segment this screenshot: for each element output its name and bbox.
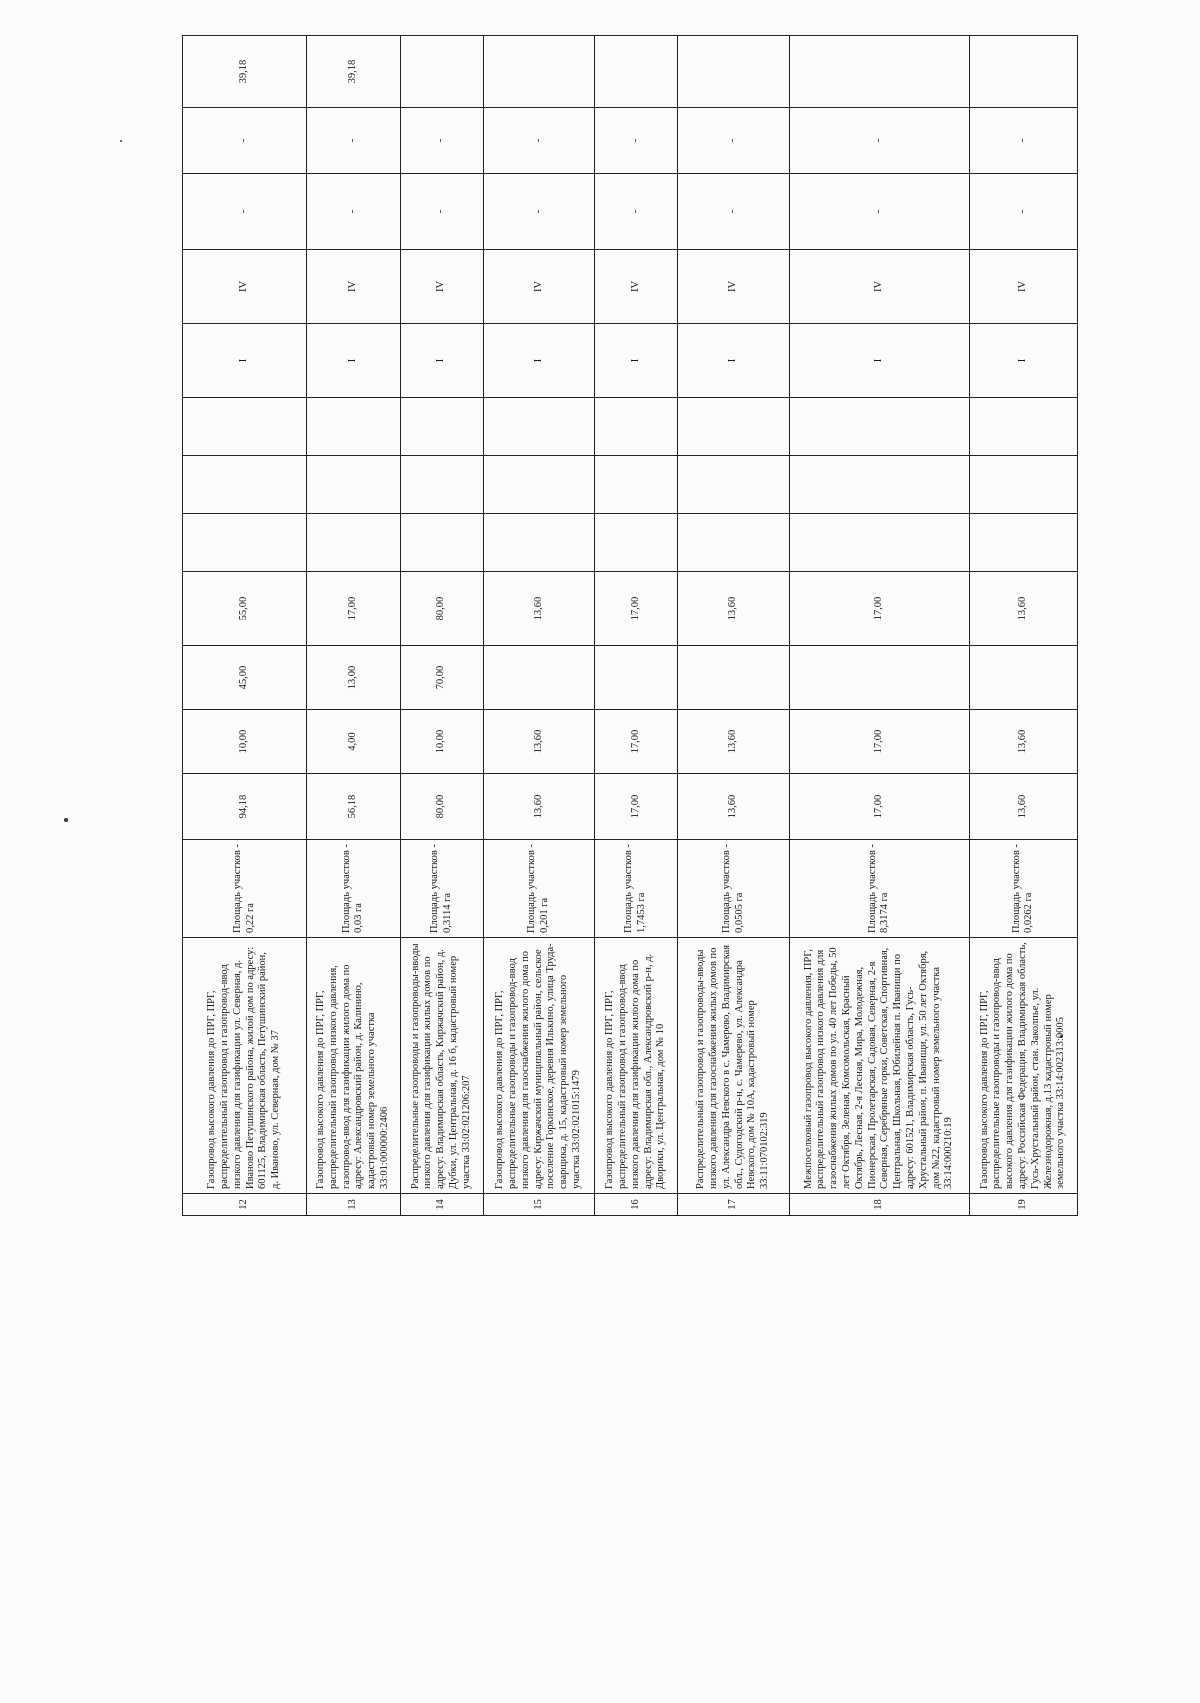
value-col-2: 10,00: [400, 710, 483, 774]
hazard-class: IV: [183, 250, 307, 324]
value-col-1: 80,00: [400, 774, 483, 840]
value-col-10: -: [483, 174, 595, 250]
pressure-category: I: [678, 324, 790, 398]
row-number: 13: [307, 1194, 401, 1216]
hazard-class: IV: [789, 250, 969, 324]
value-col-11: -: [307, 108, 401, 174]
value-col-6: [307, 456, 401, 514]
land-area: Площадь участков - 0,3114 га: [400, 840, 483, 938]
value-col-4: 55,00: [183, 572, 307, 646]
table-row: [183, 36, 307, 1216]
value-col-10: -: [789, 174, 969, 250]
table-row: [595, 36, 678, 1216]
value-col-10: -: [400, 174, 483, 250]
value-col-12: [678, 36, 790, 108]
value-col-3: [969, 646, 1077, 710]
row-number: 19: [969, 1194, 1077, 1216]
value-col-6: [969, 456, 1077, 514]
value-col-1: 94,18: [183, 774, 307, 840]
value-col-3: 45,00: [183, 646, 307, 710]
value-col-5: [678, 514, 790, 572]
value-col-4: 17,00: [595, 572, 678, 646]
value-col-4: 17,00: [307, 572, 401, 646]
value-col-2: 4,00: [307, 710, 401, 774]
pipeline-description: Распределительные газопроводы и газопроводы-вводы низкого давления для газификации жилых домов по адресу: Владимирская область, Киржачский район, д. Дубки, ул. Центральная, д. 16 б, кадастровый номер участка 33:02:021206:207: [400, 938, 483, 1194]
value-col-5: [307, 514, 401, 572]
value-col-6: [789, 456, 969, 514]
value-col-1: 17,00: [595, 774, 678, 840]
pressure-category: I: [400, 324, 483, 398]
hazard-class: IV: [400, 250, 483, 324]
value-col-4: 13,60: [483, 572, 595, 646]
row-number: 14: [400, 1194, 483, 1216]
pipeline-description: Газопровод высокого давления до ПРГ, ПРГ, распределительный газопровод низкого давления, газопровод-ввод для газификации жилого дома по адресу: Александровский район, д. Калинино, кадастровый номер земельного участка 33:01:000000:2406: [307, 938, 401, 1194]
value-col-11: -: [678, 108, 790, 174]
pressure-category: I: [969, 324, 1077, 398]
value-col-3: [789, 646, 969, 710]
value-col-11: -: [969, 108, 1077, 174]
scan-speck: [64, 818, 68, 822]
value-col-2: 17,00: [789, 710, 969, 774]
value-col-12: [789, 36, 969, 108]
value-col-5: [400, 514, 483, 572]
hazard-class: IV: [969, 250, 1077, 324]
pressure-category: I: [595, 324, 678, 398]
hazard-class: IV: [678, 250, 790, 324]
value-col-1: 13,60: [678, 774, 790, 840]
value-col-7: [307, 398, 401, 456]
value-col-6: [678, 456, 790, 514]
gas-pipeline-table: [182, 35, 1078, 1216]
value-col-2: 13,60: [678, 710, 790, 774]
value-col-10: -: [969, 174, 1077, 250]
value-col-3: 70,00: [400, 646, 483, 710]
value-col-4: 13,60: [969, 572, 1077, 646]
value-col-6: [400, 456, 483, 514]
value-col-3: [483, 646, 595, 710]
pressure-category: I: [483, 324, 595, 398]
pipeline-description: Газопровод высокого давления до ПРГ, ПРГ, распределительный газопровод и газопровод-ввод низкого давления для газификации жилого дома по адресу: Владимирская обл., Александровский р-н, д. Дворики, ул. Центральная, дом № 10: [595, 938, 678, 1194]
row-number: 12: [183, 1194, 307, 1216]
value-col-4: 80,00: [400, 572, 483, 646]
value-col-1: 13,60: [483, 774, 595, 840]
value-col-12: 39,18: [183, 36, 307, 108]
value-col-7: [595, 398, 678, 456]
value-col-12: [969, 36, 1077, 108]
value-col-10: -: [183, 174, 307, 250]
value-col-6: [483, 456, 595, 514]
land-area: Площадь участков - 8,3174 га: [789, 840, 969, 938]
land-area: Площадь участков - 0,0505 га: [678, 840, 790, 938]
row-number: 17: [678, 1194, 790, 1216]
hazard-class: IV: [595, 250, 678, 324]
pipeline-description: Газопровод высокого давления до ПРГ, ПРГ, распределительные газопроводы и газопровод-ввод высокого давления для газификации жилого дома по адресу: Российская Федерация, Владимирская область, Гусь-Хрустальный район, стан. Заколпье, ул. Железнодорожная, д.13 кадастровый номер земельного участка 33:14:002313:0005: [969, 938, 1077, 1194]
value-col-11: -: [595, 108, 678, 174]
value-col-11: -: [483, 108, 595, 174]
value-col-2: 17,00: [595, 710, 678, 774]
value-col-3: [678, 646, 790, 710]
table-row: [483, 36, 595, 1216]
hazard-class: IV: [483, 250, 595, 324]
value-col-6: [595, 456, 678, 514]
table-row: [969, 36, 1077, 1216]
hazard-class: IV: [307, 250, 401, 324]
value-col-12: [400, 36, 483, 108]
value-col-11: -: [400, 108, 483, 174]
pipeline-description: Газопровод высокого давления до ПРГ, ПРГ, распределительные газопроводы и газопровод-ввод низкого давления для газоснабжения жилого дома по адресу: Киржачский муниципальный район, сельское поселение Горкинское, деревня Илькино, улица Труда-сварщика, д. 15, кадастровый номер земельного участка 33:02:021015:1479: [483, 938, 595, 1194]
value-col-4: 17,00: [789, 572, 969, 646]
land-area: Площадь участков - 1,7453 га: [595, 840, 678, 938]
table-row: [789, 36, 969, 1216]
value-col-10: -: [595, 174, 678, 250]
value-col-10: -: [307, 174, 401, 250]
pressure-category: I: [307, 324, 401, 398]
value-col-1: 56,18: [307, 774, 401, 840]
scan-speck: [120, 140, 122, 142]
value-col-12: [483, 36, 595, 108]
value-col-7: [183, 398, 307, 456]
pressure-category: I: [789, 324, 969, 398]
table-row: [307, 36, 401, 1216]
value-col-10: -: [678, 174, 790, 250]
value-col-2: 10,00: [183, 710, 307, 774]
value-col-12: 39,18: [307, 36, 401, 108]
pipeline-description: Газопровод высокого давления до ПРГ, ПРГ, распределительный газопровод и газопровод-ввод низкого давления для газификации ул. Северная, д. Иваново Петушинского района, жилой дом по адресу: 601125, Владимирская область, Петушинский район, д. Иваново, ул. Северная, дом № 37: [183, 938, 307, 1194]
value-col-7: [678, 398, 790, 456]
pipeline-description: Распределительный газопровод и газопроводы-вводы низкого давления для газоснабжения жилых домов по ул. Александра Невского в с. Чамерево, Владимирская обл., Судогодский р-н, с. Чамерево, ул. Александра Невского, дом № 10А, кадастровый номер 33:11:070102:319: [678, 938, 790, 1194]
value-col-11: -: [183, 108, 307, 174]
value-col-3: [595, 646, 678, 710]
land-area: Площадь участков - 0,0262 га: [969, 840, 1077, 938]
value-col-2: 13,60: [969, 710, 1077, 774]
row-number: 16: [595, 1194, 678, 1216]
value-col-1: 13,60: [969, 774, 1077, 840]
value-col-7: [400, 398, 483, 456]
value-col-5: [789, 514, 969, 572]
pipeline-description: Межпоселковый газопровод высокого давления, ПРГ, распределительный газопровод низкого давления для газоснабжения жилых домов по ул. 40 лет Победы, 50 лет Октября, Зеленая, Комсомольская, Красный Октябрь, Лесная, 2-я Лесная, Мира, Молодежная, Пионерская, Пролетарская, Садовая, Северная, 2-я Северная, Серебряные горки, Советская, Спортивная, Центральная, Школьная, Юбилейная п. Иванищи по адресу: 601521, Владимирская область, Гусь-Хрустальный район, п. Иванищи, ул. 50 лет Октября, дом №22, кадастровый номер земельного участка 33:14:000210:19: [789, 938, 969, 1194]
table-row: [678, 36, 790, 1216]
row-number: 18: [789, 1194, 969, 1216]
land-area: Площадь участков - 0,201 га: [483, 840, 595, 938]
value-col-1: 17,00: [789, 774, 969, 840]
pressure-category: I: [183, 324, 307, 398]
row-number: 15: [483, 1194, 595, 1216]
value-col-4: 13,60: [678, 572, 790, 646]
value-col-5: [483, 514, 595, 572]
value-col-7: [789, 398, 969, 456]
value-col-5: [183, 514, 307, 572]
value-col-2: 13,60: [483, 710, 595, 774]
value-col-3: 13,00: [307, 646, 401, 710]
value-col-6: [183, 456, 307, 514]
value-col-11: -: [789, 108, 969, 174]
value-col-5: [595, 514, 678, 572]
value-col-12: [595, 36, 678, 108]
value-col-5: [969, 514, 1077, 572]
land-area: Площадь участков - 0,03 га: [307, 840, 401, 938]
table-row: [400, 36, 483, 1216]
value-col-7: [483, 398, 595, 456]
value-col-7: [969, 398, 1077, 456]
land-area: Площадь участков - 0,22 га: [183, 840, 307, 938]
